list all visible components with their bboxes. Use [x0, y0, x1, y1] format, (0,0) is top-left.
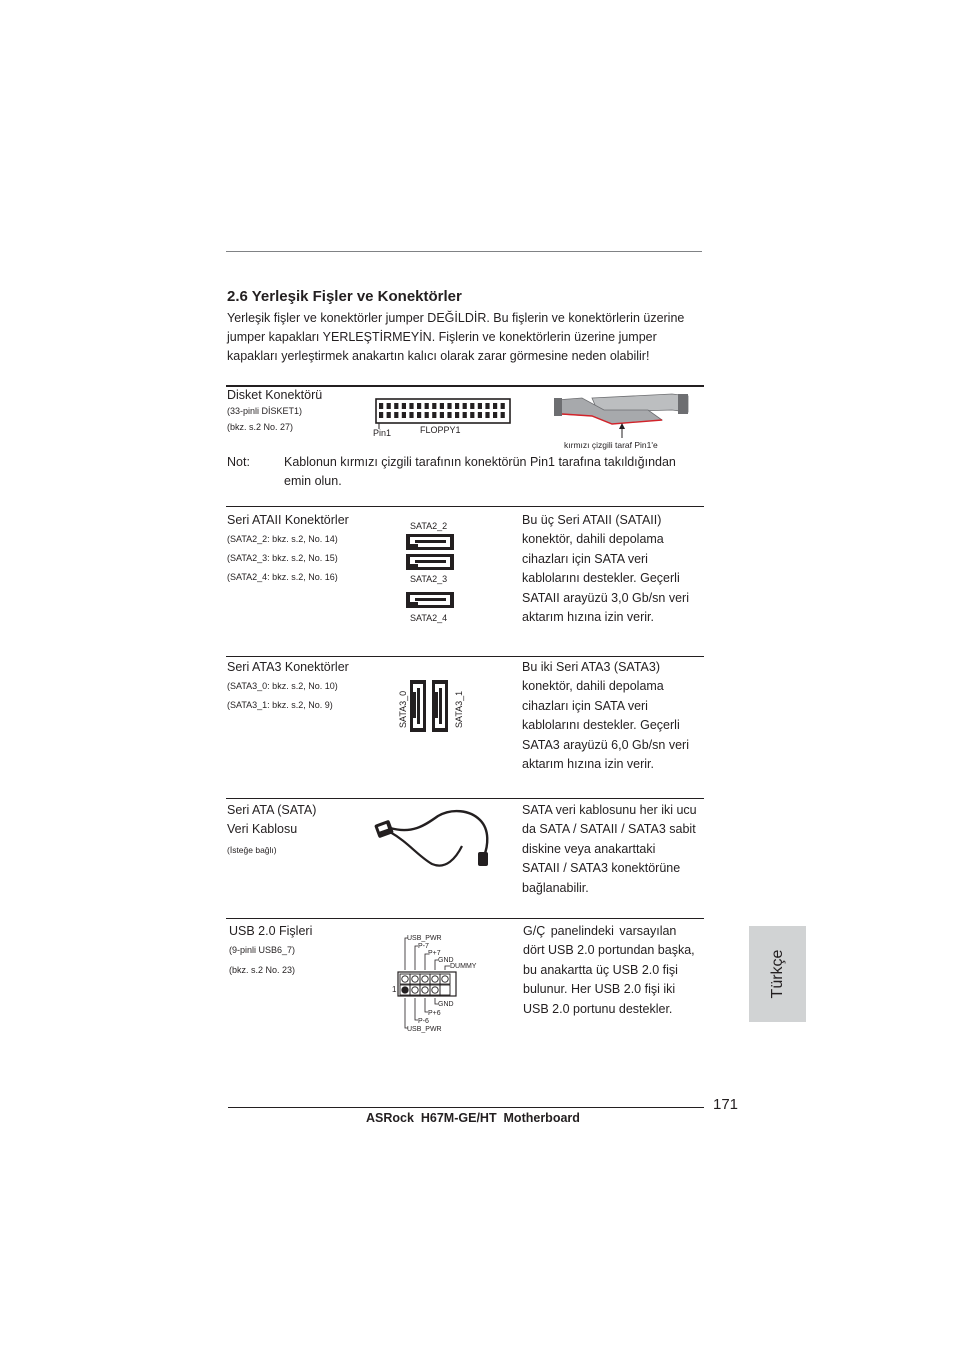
floppy-sub2: (bkz. s.2 No. 27) — [227, 422, 294, 432]
usb-description — [523, 922, 708, 1019]
sata3-0-label: SATA3_0 — [398, 690, 408, 728]
floppy-pin — [455, 412, 459, 418]
sata2-2-connector — [406, 534, 454, 550]
floppy-pin — [493, 403, 497, 409]
usb-lead — [405, 998, 408, 1028]
floppy-pin — [387, 403, 391, 409]
intro-line: jumper kapakları YERLEŞTİRMEYİN. Fişlerin ve konektörlerin üzerine jumper — [227, 330, 657, 344]
sata-cable-illustration — [372, 806, 496, 880]
usb-lead — [415, 998, 418, 1020]
sata3-connectors-diagram — [396, 674, 468, 736]
usb-pin — [432, 976, 438, 982]
floppy-pin — [463, 412, 467, 418]
footer-rule — [228, 1107, 704, 1108]
usb-label-bot-p6m: P-6 — [418, 1018, 429, 1025]
usb-pin — [402, 987, 408, 993]
sata2-2-label: SATA2_2 — [410, 521, 448, 531]
note-label: Not: — [227, 455, 250, 469]
usb-pin — [422, 987, 428, 993]
floppy-pin — [455, 403, 459, 409]
sata3-title: Seri ATA3 Konektörler — [227, 660, 349, 674]
sata2-rule — [226, 506, 704, 507]
sata2-3-label: SATA2_3 — [410, 574, 448, 584]
usb-pin-cell — [440, 985, 450, 995]
sata3-desc-line: konektör, dahili depolama — [522, 679, 664, 694]
floppy-pin — [493, 412, 497, 418]
usb-pin — [402, 976, 408, 982]
usb-rule — [226, 918, 704, 919]
floppy-pin — [485, 412, 489, 418]
sata2-desc-line: cihazları için SATA veri — [522, 551, 648, 566]
floppy-cable-caption: kırmızı çizgili taraf Pin1'e — [564, 440, 658, 450]
cable-title-line2: Veri Kablosu — [227, 822, 298, 837]
cable-desc-line: diskine veya anakarttaki — [522, 841, 656, 856]
intro-line: Yerleşik fişler ve konektörler jumper DEĞİLDİR. Bu fişlerin ve konektörlerin üzerine — [227, 311, 685, 325]
floppy-pin — [379, 412, 383, 418]
usb-label-bot-gnd: GND — [438, 1001, 454, 1008]
usb-label-top-p7m: P-7 — [418, 943, 429, 950]
usb-label-top-gnd: GND — [438, 957, 454, 964]
floppy-pin — [394, 403, 398, 409]
floppy-pin1-label: Pin1 — [373, 428, 392, 438]
floppy-cable-illustration — [552, 390, 692, 440]
usb-sub1: (9-pinli USB6_7) — [229, 945, 296, 955]
floppy-pin — [387, 412, 391, 418]
intro-line: kapakları yerleştirmek anakartın kalıcı olarak zarar görmesine neden olabilir! — [227, 349, 650, 363]
floppy-pin — [478, 412, 482, 418]
floppy-pin — [463, 403, 467, 409]
floppy-pin — [447, 403, 451, 409]
usb-desc-line: dört USB 2.0 portundan başka, — [523, 943, 695, 958]
floppy-pin — [402, 403, 406, 409]
floppy-pin — [425, 412, 429, 418]
usb-pin — [442, 976, 448, 982]
usb-label-bot-p6p: P+6 — [428, 1010, 441, 1017]
floppy-pin — [432, 412, 436, 418]
floppy-pin — [417, 412, 421, 418]
language-tab — [749, 926, 806, 1022]
cable-plug-left — [554, 398, 562, 416]
floppy-pin — [478, 403, 482, 409]
sata2-desc-line: kablolarını destekler. Geçerli — [522, 571, 680, 586]
sata2-sub: (SATA2_4: bkz. s.2, No. 16) — [227, 572, 338, 582]
sata2-3-connector — [406, 554, 454, 570]
cable-rule — [226, 798, 704, 799]
sata2-4-connector — [406, 592, 454, 608]
cable-description — [522, 801, 712, 898]
floppy-pin — [409, 403, 413, 409]
cable-title — [227, 801, 316, 840]
sata3-1-label: SATA3_1 — [454, 690, 464, 728]
sata-cable-wire-lower — [390, 832, 462, 866]
cable-desc-line: SATAII / SATA3 konektörüne — [522, 861, 681, 876]
floppy-pin — [417, 403, 421, 409]
floppy-pin — [440, 403, 444, 409]
note-text — [284, 453, 704, 492]
floppy-pin — [440, 412, 444, 418]
sata2-title: Seri ATAII Konektörler — [227, 513, 349, 527]
cable-desc-line: da SATA / SATAII / SATA3 sabit — [522, 822, 696, 837]
floppy-pin — [447, 412, 451, 418]
sata2-connectors-diagram — [400, 516, 464, 626]
floppy-pins — [379, 403, 505, 418]
usb-label-bot-pwr: USB_PWR — [407, 1026, 442, 1033]
usb-desc-line: G/Ç panelindeki varsayılan — [523, 924, 677, 938]
cable-desc-line: SATA veri kablosunu her iki ucu — [522, 803, 697, 817]
floppy-pin — [470, 403, 474, 409]
usb-label-top-dummy: DUMMY — [450, 963, 477, 970]
sata2-desc-line: SATAII arayüzü 3,0 Gb/sn veri — [522, 590, 689, 605]
floppy-pin — [379, 403, 383, 409]
cable-desc-line: bağlanabilir. — [522, 880, 589, 895]
usb-desc-line: USB 2.0 portunu destekler. — [523, 1001, 673, 1016]
sata3-1-connector — [432, 680, 448, 732]
usb-lead — [405, 938, 408, 970]
sata2-desc-line: Bu üç Seri ATAII (SATAII) — [522, 513, 662, 527]
usb-pin — [432, 987, 438, 993]
floppy-pin — [501, 403, 505, 409]
usb-pin — [412, 976, 418, 982]
sata2-desc-line: konektör, dahili depolama — [522, 532, 664, 547]
language-tab-label: Türkçe — [768, 949, 786, 999]
sata2-description — [522, 511, 707, 627]
floppy-header-outline — [376, 399, 510, 423]
section-title: 2.6 Yerleşik Fişler ve Konektörler — [227, 288, 462, 305]
sata3-sub: (SATA3_0: bkz. s.2, No. 10) — [227, 681, 338, 691]
top-rule — [226, 251, 702, 252]
floppy-pin — [432, 403, 436, 409]
floppy-pin — [409, 412, 413, 418]
sata3-desc-line: kablolarını destekler. Geçerli — [522, 718, 680, 733]
cable-ribbon-back — [592, 394, 688, 412]
floppy-pin — [425, 403, 429, 409]
sata3-desc-line: aktarım hızına izin verir. — [522, 757, 654, 772]
sata-cable-wire — [390, 811, 487, 856]
usb-pin1-label: 1 — [392, 985, 397, 994]
sata-cable-plug-bottom — [478, 852, 488, 866]
sata3-desc-line: Bu iki Seri ATA3 (SATA3) — [522, 660, 661, 674]
sata3-rule — [226, 656, 704, 657]
floppy-pin — [402, 412, 406, 418]
floppy-sub1: (33-pinli DİSKET1) — [227, 406, 303, 416]
sata3-sub: (SATA3_1: bkz. s.2, No. 9) — [227, 700, 333, 710]
usb-pin — [422, 976, 428, 982]
usb-header-diagram — [392, 928, 488, 1036]
floppy-name-label: FLOPPY1 — [420, 425, 461, 435]
floppy-pin — [470, 412, 474, 418]
usb-pins — [400, 974, 450, 995]
sata3-0-connector — [410, 680, 426, 732]
floppy-title: Disket Konektörü — [227, 388, 323, 402]
usb-title: USB 2.0 Fişleri — [229, 924, 313, 938]
sata3-description — [522, 658, 707, 774]
floppy-connector-diagram — [370, 396, 516, 440]
floppy-pin — [485, 403, 489, 409]
cable-sub: (İsteğe bağlı) — [227, 845, 277, 855]
page-number: 171 — [713, 1096, 739, 1113]
usb-desc-line: bulunur. Her USB 2.0 fişi iki — [523, 982, 676, 997]
sata2-desc-line: aktarım hızına izin verir. — [522, 610, 654, 625]
cable-plug-right — [678, 394, 688, 414]
usb-sub2: (bkz. s.2 No. 23) — [229, 965, 296, 975]
footer-product: ASRock H67M-GE/HT Motherboard — [366, 1111, 580, 1125]
note-line: Kablonun kırmızı çizgili tarafının konektörün Pin1 tarafına takıldığından — [284, 455, 676, 469]
usb-label-top-pwr: USB_PWR — [407, 935, 442, 942]
cable-title-line1: Seri ATA (SATA) — [227, 803, 317, 817]
floppy-pin — [501, 412, 505, 418]
floppy-pin — [394, 412, 398, 418]
usb-label-top-p7p: P+7 — [428, 950, 441, 957]
usb-pin — [412, 987, 418, 993]
sata3-desc-line: cihazları için SATA veri — [522, 698, 648, 713]
sata2-sub: (SATA2_3: bkz. s.2, No. 15) — [227, 553, 338, 563]
intro-paragraph — [227, 309, 707, 366]
usb-desc-line: bu anakartta üç USB 2.0 fişi — [523, 962, 678, 977]
sata2-sub: (SATA2_2: bkz. s.2, No. 14) — [227, 534, 338, 544]
note-line: emin olun. — [284, 474, 342, 489]
sata3-desc-line: SATA3 arayüzü 6,0 Gb/sn veri — [522, 737, 689, 752]
sata2-4-label: SATA2_4 — [410, 613, 448, 623]
